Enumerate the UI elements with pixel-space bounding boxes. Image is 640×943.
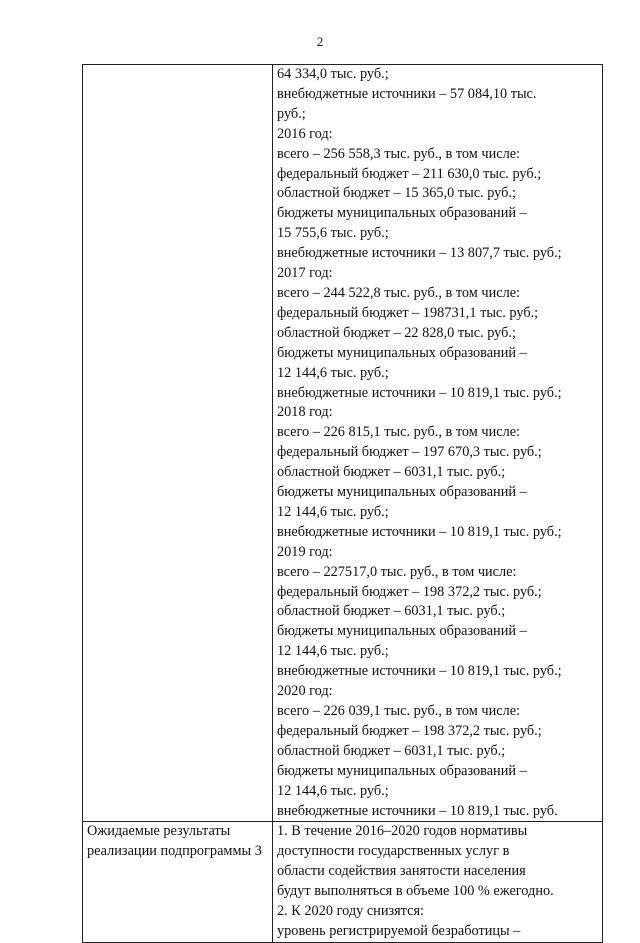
text-line: федеральный бюджет – 198 372,2 тыс. руб.; [277,583,542,600]
text-line: областной бюджет – 6031,1 тыс. руб.; [277,742,506,759]
text-line: внебюджетные источники – 57 084,10 тыс. [277,85,537,102]
text-line: областной бюджет – 15 365,0 тыс. руб.; [277,185,516,202]
text-line: бюджеты муниципальных образований – [277,762,527,779]
text-line: федеральный бюджет – 197 670,3 тыс. руб.; [277,444,542,461]
text-line: бюджеты муниципальных образований – [277,623,527,640]
text-line: 2019 год: [277,543,333,560]
text-line: всего – 256 558,3 тыс. руб., в том числе: [277,145,521,162]
text-line: 2. К 2020 году снизятся: [277,903,425,920]
text-line: 2020 год: [277,683,333,700]
text-line: уровень регистрируемой безработицы – [277,922,521,939]
text-line: всего – 227517,0 тыс. руб., в том числе: [277,563,517,580]
text-line: 12 144,6 тыс. руб.; [277,364,389,381]
results-label-cell [83,822,273,942]
text-line: области содействия занятости населения [277,863,526,880]
text-line: Ожидаемые результаты [87,823,231,840]
text-line: 1. В течение 2016–2020 годов нормативы [277,823,528,840]
table-row [83,65,603,822]
page-number: 2 [316,34,324,49]
text-line: федеральный бюджет – 198 372,2 тыс. руб.; [277,722,542,739]
text-line: 2017 год: [277,265,333,282]
text-line: 2016 год: [277,125,333,142]
text-line: 12 144,6 тыс. руб.; [277,503,389,520]
program-passport-table [82,64,603,943]
text-line: 15 755,6 тыс. руб.; [277,225,389,242]
text-line: всего – 226 815,1 тыс. руб., в том числе: [277,424,521,441]
finance-value-cell [273,65,603,822]
text-line: бюджеты муниципальных образований – [277,484,527,501]
text-line: 2018 год: [277,404,333,421]
text-line: внебюджетные источники – 10 819,1 тыс. руб.; [277,384,562,401]
text-line: областной бюджет – 6031,1 тыс. руб.; [277,464,506,481]
text-line: доступности государственных услуг в [277,843,510,860]
text-line: 12 144,6 тыс. руб.; [277,782,389,799]
text-line: внебюджетные источники – 10 819,1 тыс. руб.; [277,663,562,680]
text-line: всего – 226 039,1 тыс. руб., в том числе: [277,703,521,719]
text-line: всего – 244 522,8 тыс. руб., в том числе: [277,284,521,301]
text-line: федеральный бюджет – 211 630,0 тыс. руб.; [277,165,542,182]
text-line: областной бюджет – 6031,1 тыс. руб.; [277,603,506,620]
text-line: бюджеты муниципальных образований – [277,205,527,222]
text-line: реализации подпрограммы 3 [87,843,262,860]
results-value-cell [273,822,603,942]
text-line: 12 144,6 тыс. руб.; [277,643,389,660]
text-line: будут выполняться в объеме 100 % ежегодно. [277,883,554,900]
text-line: областной бюджет – 22 828,0 тыс. руб.; [277,324,516,341]
text-line: внебюджетные источники – 10 819,1 тыс. руб. [277,802,558,819]
text-line: бюджеты муниципальных образований – [277,344,527,361]
table-row [83,822,603,942]
text-line: 64 334,0 тыс. руб.; [277,66,389,82]
text-line: руб.; [277,105,306,122]
finance-label-cell [83,65,273,822]
text-line: внебюджетные источники – 10 819,1 тыс. руб.; [277,523,562,540]
text-line: внебюджетные источники – 13 807,7 тыс. руб.; [277,245,562,262]
text-line: федеральный бюджет – 198731,1 тыс. руб.; [277,304,539,321]
